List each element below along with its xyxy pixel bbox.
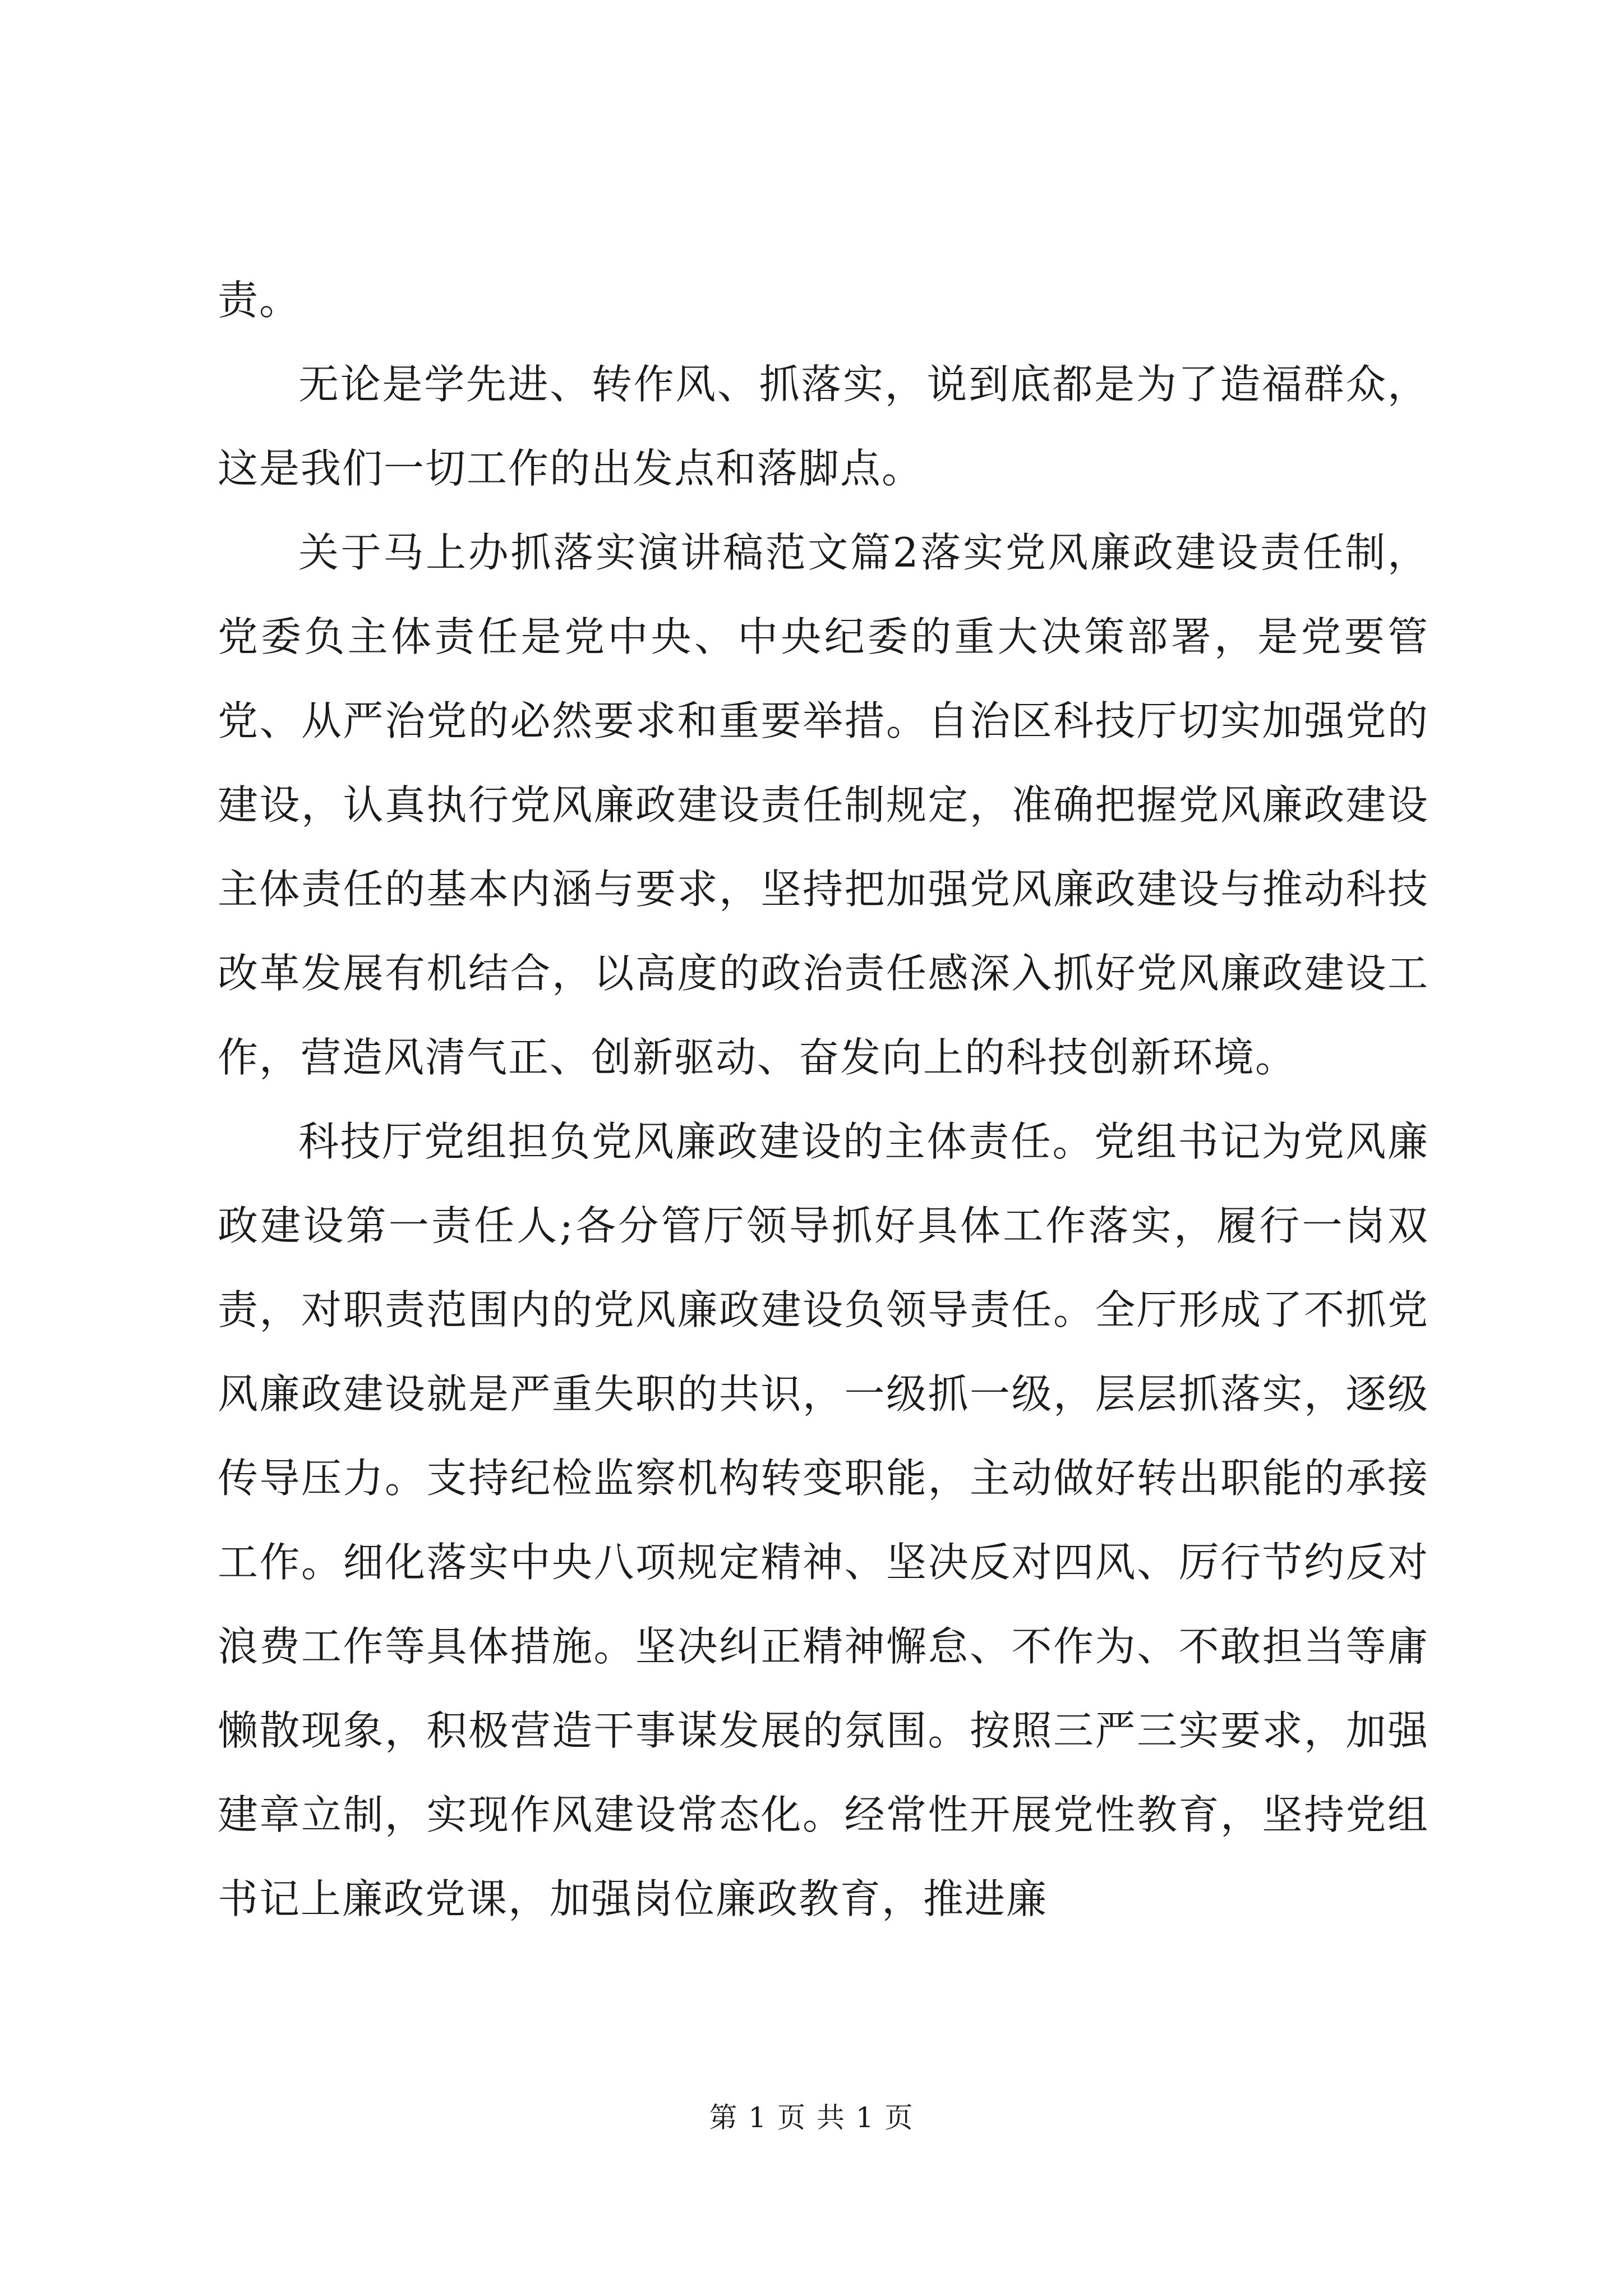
page-footer: 第 1 页 共 1 页	[709, 2101, 914, 2134]
paragraph: 关于马上办抓落实演讲稿范文篇2落实党风廉政建设责任制，党委负主体责任是党中央、中央纪委的重大决策部署，是党要管党、从严治党的必然要求和重要举措。自治区科技厅切实加强党的建设，认真执行党风廉政建设责任制规定，准确把握党风廉政建设主体责任的基本内涵与要求，坚持把加强党风廉政建设与推动科技改革发展有机结合，以高度的政治责任感深入抓好党风廉政建设工作，营造风清气正、创新驱动、奋发向上的科技创新环境。	[218, 529, 1429, 1081]
document-body	[218, 258, 1429, 1941]
paragraph: 无论是学先进、转作风、抓落实，说到底都是为了造福群众，这是我们一切工作的出发点和落脚点。	[218, 361, 1429, 492]
paragraph: 科技厅党组担负党风廉政建设的主体责任。党组书记为党风廉政建设第一责任人;各分管厅领导抓好具体工作落实，履行一岗双责，对职责范围内的党风廉政建设负领导责任。全厅形成了不抓党风廉政建设就是严重失职的共识，一级抓一级，层层抓落实，逐级传导压力。支持纪检监察机构转变职能，主动做好转出职能的承接工作。细化落实中央八项规定精神、坚决反对四风、厉行节约反对浪费工作等具体措施。坚决纠正精神懈怠、不作为、不敢担当等庸懒散现象，积极营造干事谋发展的氛围。按照三严三实要求，加强建章立制，实现作风建设常态化。经常性开展党性教育，坚持党组书记上廉政党课，加强岗位廉政教育，推进廉	[218, 1118, 1429, 1922]
paragraph: 责。	[218, 277, 301, 324]
